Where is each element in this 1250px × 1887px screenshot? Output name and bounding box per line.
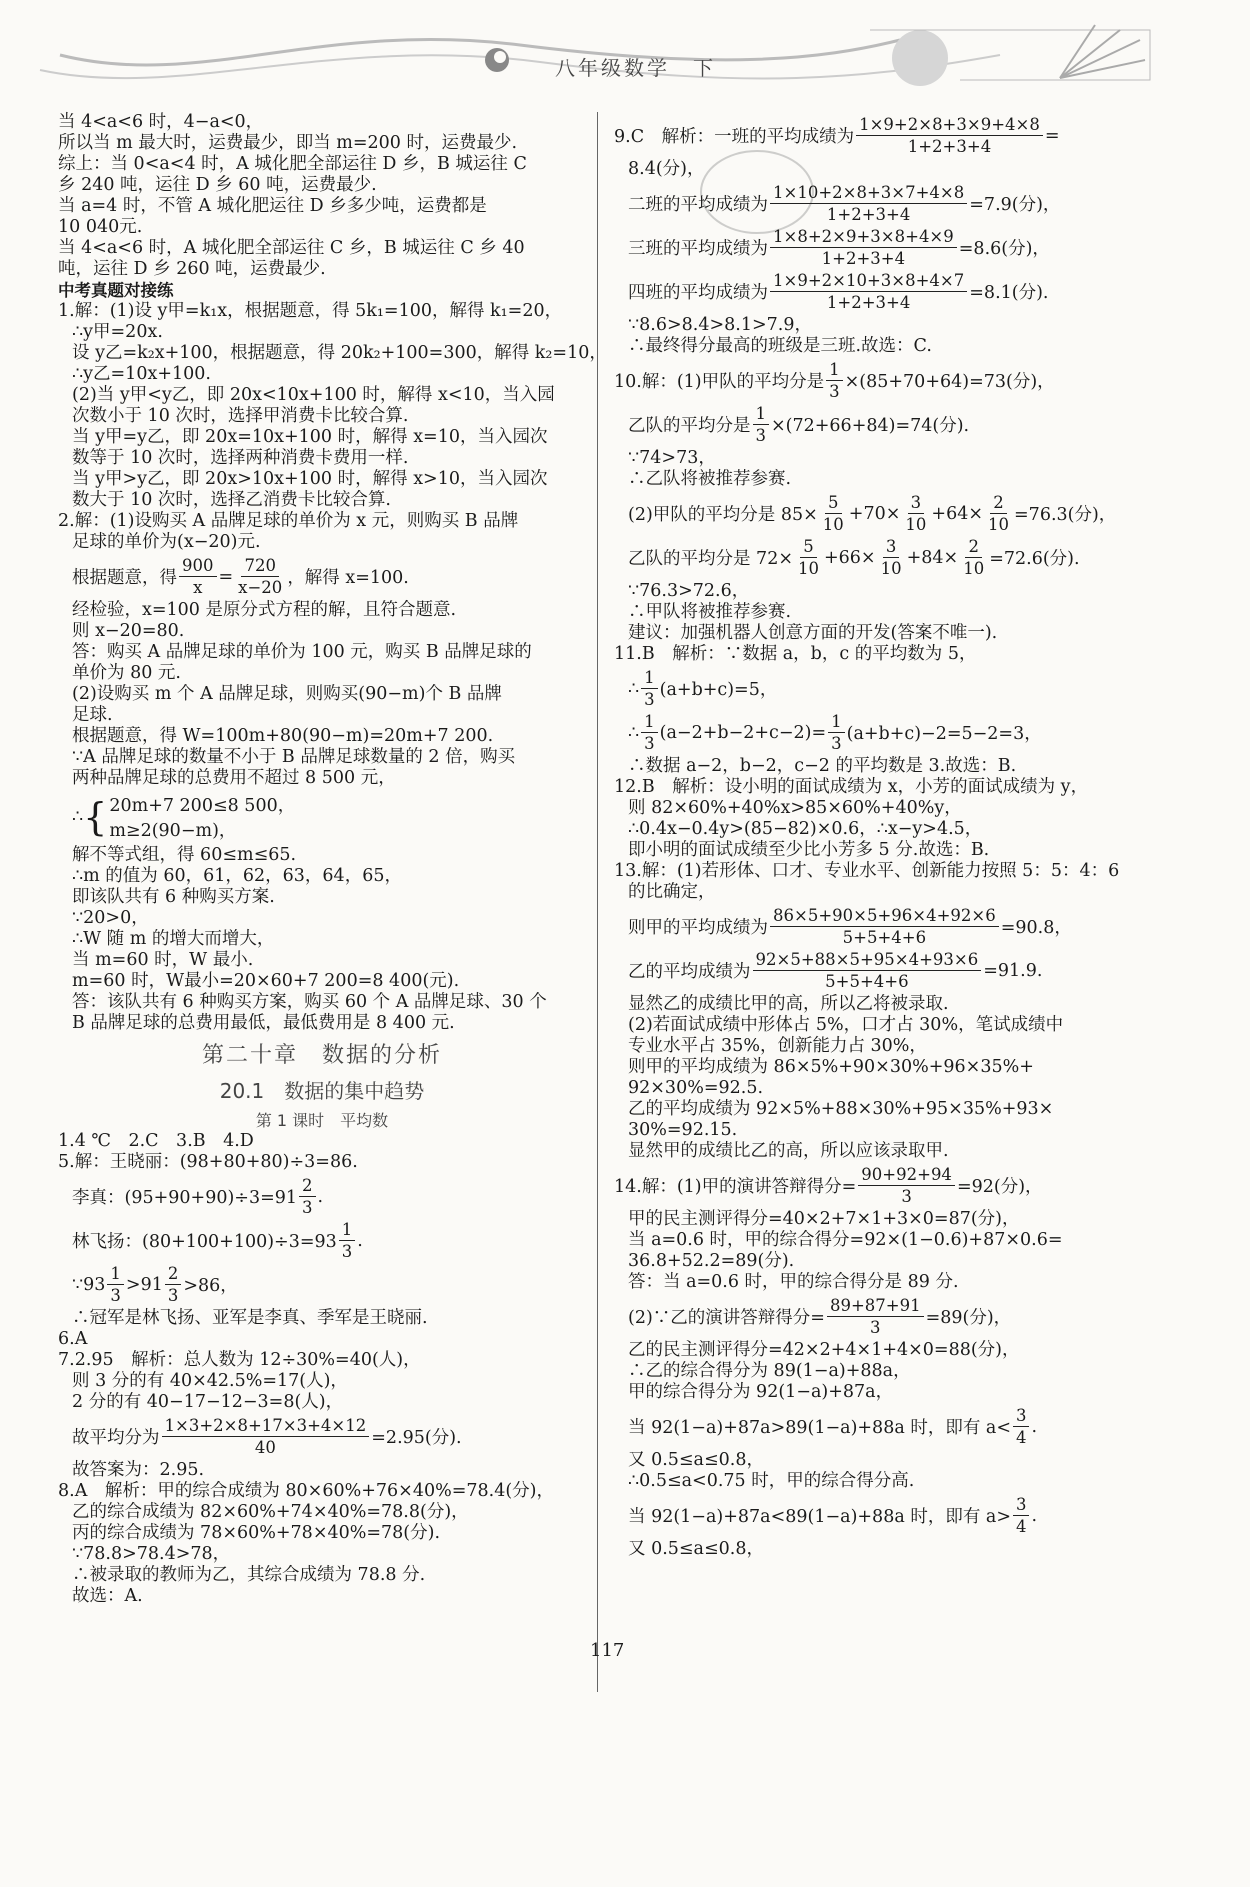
fraction	[107, 1264, 124, 1305]
text-line: 则 82×60%+40%x>85×60%+40%y，	[628, 798, 962, 818]
denominator: 5+5+4+6	[842, 928, 927, 947]
numerator: 3	[1013, 1495, 1030, 1516]
denominator: 3	[870, 1318, 881, 1337]
text-line: ∴y甲=20x.	[72, 322, 163, 342]
text-fragment: ∴	[628, 722, 640, 743]
text-line: 7.2.95 解析：总人数为 12÷30%=40(人)，	[58, 1350, 421, 1370]
text-fragment: .	[1031, 1416, 1038, 1437]
text-line: 当 m=60 时，W 最小.	[72, 950, 254, 970]
text-fragment: =91.9.	[983, 960, 1043, 981]
fraction	[795, 537, 822, 578]
inequality: m≥2(90−m)，	[109, 821, 237, 841]
numerator: 1	[641, 712, 658, 733]
text-line: 足球的单价为(x−20)元.	[72, 532, 261, 552]
denominator: 1+2+3+4	[826, 293, 911, 312]
denominator: 3	[341, 1242, 353, 1261]
text-fragment: 14.解：(1)甲的演讲答辩得分=	[614, 1177, 857, 1197]
fraction	[878, 537, 905, 578]
text-line: ∵78.8>78.4>78，	[72, 1544, 231, 1564]
text-line: 乙的平均成绩为 92×5%+88×30%+95×35%+93×	[628, 1099, 1054, 1119]
text-fragment: >86，	[183, 1276, 238, 1296]
text-line: 2 分的有 40−17−12−3=8(人)，	[72, 1392, 344, 1412]
equation-row	[614, 404, 1154, 445]
numerator: 3	[1013, 1406, 1030, 1427]
equation-row	[614, 1495, 1154, 1536]
text-line: 又 0.5≤a≤0.8，	[628, 1539, 764, 1559]
text-line: ∴甲队将被推荐参赛.	[628, 602, 792, 622]
denominator: 3	[302, 1198, 313, 1217]
text-line: 故答案为：2.95.	[72, 1460, 205, 1480]
fraction	[770, 183, 967, 224]
text-fragment: =90.8，	[1000, 918, 1072, 938]
text-fragment: 则甲的平均成绩为	[628, 918, 768, 938]
text-line: 次数小于 10 次时，选择甲消费卡比较合算.	[72, 406, 409, 426]
fraction	[826, 360, 843, 401]
text-line: ∴乙队将被推荐参赛.	[628, 469, 792, 489]
text-line: 6.A	[58, 1329, 88, 1349]
text-fragment: =2.95(分).	[371, 1428, 462, 1448]
text-line: 13.解：(1)若形体、口才、专业水平、创新能力按照 5：5：4：6	[614, 861, 1120, 881]
numerator: 5	[800, 537, 817, 558]
text-line: ∴数据 a−2，b−2，c−2 的平均数是 3.故选：B.	[628, 756, 1017, 776]
denominator: 40	[254, 1438, 276, 1457]
denominator: 3	[644, 690, 655, 709]
numerator: 1×9+2×8+3×9+4×8	[856, 115, 1043, 136]
text-fragment: 林飞扬：(80+100+100)÷3=93	[72, 1232, 337, 1252]
denominator: 4	[1015, 1517, 1027, 1536]
text-fragment: 乙队的平均分是 72×	[628, 549, 793, 569]
fraction	[162, 1416, 370, 1457]
text-line: 2.解：(1)设购买 A 品牌足球的单价为 x 元，则购买 B 品牌	[58, 511, 519, 531]
numerator: 2	[965, 537, 982, 558]
fraction	[165, 1264, 182, 1305]
text-fragment: .	[357, 1230, 363, 1251]
fraction	[770, 906, 999, 947]
denominator: 3	[167, 1286, 179, 1305]
numerator: 1×9+2×10+3×8+4×7	[770, 271, 967, 292]
equation-row	[58, 556, 586, 597]
numerator: 1	[753, 404, 770, 425]
text-line: (2)若面试成绩中形体占 5%，口才占 30%，笔试成绩中	[628, 1015, 1064, 1035]
denominator: 10	[822, 515, 844, 534]
fraction	[856, 115, 1043, 156]
right-column	[614, 112, 1154, 1560]
text-line: ∵8.6>8.4>8.1>7.9，	[628, 315, 812, 335]
text-fragment: ×(85+70+64)=73(分)，	[844, 372, 1055, 392]
denominator: x−20	[238, 578, 283, 597]
header-decoration	[0, 0, 1250, 100]
inequality: 20m+7 200≤8 500，	[109, 796, 296, 816]
text-line: ∴m 的值为 60，61，62，63，64，65，	[72, 866, 402, 886]
text-line: 即小明的面试成绩至少比小芳多 5 分.故选：B.	[628, 840, 990, 860]
denominator: 3	[831, 734, 842, 753]
text-fragment: 9.C 解析：一班的平均成绩为	[614, 127, 855, 147]
text-line: B 品牌足球的总费用最低，最低费用是 8 400 元.	[72, 1013, 455, 1033]
text-line: ∴乙的综合得分为 89(1−a)+88a，	[628, 1361, 911, 1381]
section-heading: 中考真题对接练	[58, 281, 174, 300]
left-brace-icon: {	[83, 795, 108, 839]
text-fragment: =	[218, 566, 234, 587]
fraction	[985, 493, 1012, 534]
fraction	[179, 556, 217, 597]
text-fragment: ∵93	[72, 1274, 106, 1295]
text-line: 答：该队共有 6 种购买方案，购买 60 个 A 品牌足球、30 个	[72, 992, 547, 1012]
equation-row	[614, 493, 1154, 534]
page-number: 117	[590, 1640, 625, 1661]
text-line: 乙的综合成绩为 82×60%+74×40%=78.8(分)，	[72, 1502, 469, 1522]
text-line: 数等于 10 次时，选择两种消费卡费用一样.	[72, 448, 409, 468]
text-line: 乙的民主测评得分=42×2+4×1+4×0=88(分)，	[628, 1340, 1020, 1360]
text-fragment: 四班的平均成绩为	[628, 283, 768, 303]
text-fragment: =7.9(分)，	[969, 195, 1061, 215]
text-fragment: 三班的平均成绩为	[628, 239, 768, 259]
text-line: (2)当 y甲<y乙，即 20x<10x+100 时，解得 x<10，当入园	[72, 385, 555, 405]
fraction	[828, 712, 845, 753]
denominator: 1+2+3+4	[826, 205, 911, 224]
text-fragment: 李真：(95+90+90)÷3=91	[72, 1188, 298, 1208]
fraction	[960, 537, 987, 578]
equation-row	[614, 1406, 1154, 1447]
text-fragment: ×(72+66+84)=74(分).	[771, 416, 970, 436]
equation-row	[614, 1165, 1154, 1206]
denominator: 10	[880, 559, 902, 578]
text-line: 当 a=0.6 时，甲的综合得分=92×(1−0.6)+87×0.6=	[628, 1230, 1063, 1250]
equation-row	[614, 271, 1154, 312]
fraction	[235, 556, 285, 597]
numerator: 1×8+2×9+3×8+4×9	[770, 227, 957, 248]
text-fragment: +64×	[931, 503, 984, 524]
fraction	[770, 271, 967, 312]
text-fragment: 根据题意，得	[72, 568, 177, 588]
text-line: 则 x−20=80.	[72, 621, 185, 641]
text-line: 10 040元.	[58, 217, 143, 237]
text-line: 92×30%=92.5.	[628, 1078, 764, 1098]
text-line: 显然甲的成绩比乙的高，所以应该录取甲.	[628, 1141, 949, 1161]
denominator: 10	[798, 559, 819, 578]
text-fragment: (2)甲队的平均分是 85×	[628, 505, 818, 525]
fraction	[339, 1220, 356, 1261]
text-fragment: 当 92(1−a)+87a<89(1−a)+88a 时，即有 a>	[628, 1507, 1011, 1527]
text-line: 根据题意，得 W=100m+80(90−m)=20m+7 200.	[72, 726, 494, 746]
text-line: 显然乙的成绩比甲的高，所以乙将被录取.	[628, 994, 949, 1014]
fraction	[858, 1165, 955, 1206]
text-fragment: (a−2+b−2+c−2)=	[659, 722, 827, 743]
fraction	[1013, 1495, 1030, 1536]
denominator: 3	[755, 426, 766, 445]
denominator: 3	[829, 382, 840, 401]
text-fragment: 故平均分为	[72, 1428, 160, 1448]
text-fragment: +70×	[848, 503, 901, 524]
text-fragment: 10.解：(1)甲队的平均分是	[614, 372, 825, 392]
numerator: 3	[908, 493, 925, 514]
text-line: 当 y甲=y乙，即 20x=10x+100 时，解得 x=10，当入园次	[72, 427, 548, 447]
lesson-title: 第 1 课时 平均数	[255, 1111, 389, 1130]
fraction	[827, 1296, 924, 1337]
numerator: 92×5+88×5+95×4+93×6	[753, 950, 982, 971]
section-title: 20.1 数据的集中趋势	[219, 1079, 425, 1103]
numerator: 5	[825, 493, 842, 514]
text-line: 甲的综合得分为 92(1−a)+87a，	[628, 1382, 894, 1402]
text-fragment: >91	[125, 1274, 163, 1295]
denominator: 4	[1015, 1428, 1027, 1447]
denominator: 1+2+3+4	[907, 137, 992, 156]
numerator: 1	[107, 1264, 124, 1285]
text-line: ∴被录取的教师为乙，其综合成绩为 78.8 分.	[72, 1565, 426, 1585]
inequality-system	[58, 792, 586, 842]
equation-row	[58, 1176, 586, 1217]
text-line: 8.4(分)，	[628, 159, 705, 179]
fraction	[641, 668, 658, 709]
text-line: ∴冠军是林飞扬、亚军是李真、季军是王晓丽.	[72, 1308, 428, 1328]
text-fragment: (a+b+c)=5，	[659, 680, 778, 700]
text-line: 11.B 解析：∵数据 a，b，c 的平均数为 5，	[614, 644, 977, 664]
text-fragment: 二班的平均成绩为	[628, 195, 768, 215]
text-fragment: (2)∵乙的演讲答辩得分=	[628, 1308, 825, 1328]
text-line: 30%=92.15.	[628, 1120, 738, 1140]
text-line: ∵A 品牌足球的数量不小于 B 品牌足球数量的 2 倍，购买	[72, 747, 516, 767]
equation-row	[614, 712, 1154, 753]
numerator: 3	[883, 537, 900, 558]
numerator: 1×10+2×8+3×7+4×8	[770, 183, 967, 204]
numerator: 86×5+90×5+96×4+92×6	[770, 906, 999, 927]
equation-row	[58, 1220, 586, 1261]
text-line: ∵20>0，	[72, 908, 149, 928]
text-line: 答：购买 A 品牌足球的单价为 100 元，购买 B 品牌足球的	[72, 642, 532, 662]
numerator: 900	[179, 556, 217, 577]
text-line: ∴0.4x−0.4y>(85−82)×0.6，∴x−y>4.5，	[628, 819, 983, 839]
text-line: 又 0.5≤a≤0.8，	[628, 1450, 764, 1470]
text-line: ∴y乙=10x+100.	[72, 364, 211, 384]
equation-row	[614, 183, 1154, 224]
numerator: 1	[641, 668, 658, 689]
text-fragment: +84×	[906, 547, 959, 568]
text-fragment: +66×	[824, 547, 876, 568]
text-fragment: ∴	[72, 807, 84, 827]
text-line: 当 4<a<6 时，A 城化肥全部运往 C 乡，B 城运往 C 乡 40	[58, 238, 525, 258]
text-fragment: ∴	[628, 678, 640, 699]
text-fragment: =72.6(分).	[989, 549, 1080, 569]
chapter-title: 第二十章 数据的分析	[201, 1043, 442, 1068]
text-fragment: =	[1044, 125, 1060, 146]
text-line: 综上：当 0<a<4 时，A 城化肥全部运往 D 乡，B 城运往 C	[58, 154, 527, 174]
denominator: 5+5+4+6	[825, 972, 909, 991]
text-line: 36.8+52.2=89(分).	[628, 1251, 795, 1271]
numerator: 1	[828, 712, 845, 733]
text-line: ∵76.3>72.6，	[628, 581, 750, 601]
text-line: 当 4<a<6 时，4−a<0，	[58, 112, 264, 132]
text-fragment: =76.3(分)，	[1014, 505, 1117, 525]
numerator: 2	[990, 493, 1007, 514]
text-line: 所以当 m 最大时，运费最少，即当 m=200 时，运费最少.	[58, 133, 518, 153]
denominator: 3	[644, 734, 655, 753]
fraction	[770, 227, 957, 268]
text-line: 经检验，x=100 是原分式方程的解，且符合题意.	[72, 600, 457, 620]
equation-row	[614, 360, 1154, 401]
equation-row	[614, 668, 1154, 709]
text-fragment: 乙队的平均分是	[628, 416, 751, 436]
text-fragment: =8.6(分)，	[958, 239, 1050, 259]
text-line: 故选：A.	[72, 1586, 143, 1606]
text-fragment: 乙的平均成绩为	[628, 962, 751, 982]
text-line: ∵74>73，	[628, 448, 716, 468]
text-line: 乡 240 吨，运往 D 乡 60 吨，运费最少.	[58, 175, 377, 195]
page-header	[0, 0, 1250, 100]
text-line: 单价为 80 元.	[72, 663, 181, 683]
text-line: 12.B 解析：设小明的面试成绩为 x，小芳的面试成绩为 y，	[614, 777, 1089, 797]
text-fragment: .	[317, 1186, 324, 1207]
text-fragment: =8.1(分).	[969, 283, 1049, 303]
text-line: 1.解：(1)设 y甲=k₁x，根据题意，得 5k₁=100，解得 k₁=20，	[58, 301, 563, 321]
left-column	[58, 112, 607, 1607]
text-line: 两种品牌足球的总费用不超过 8 500 元，	[72, 768, 396, 788]
equation-row	[58, 1264, 586, 1305]
text-line: (2)设购买 m 个 A 品牌足球，则购买(90−m)个 B 品牌	[72, 684, 502, 704]
numerator: 89+87+91	[827, 1296, 924, 1317]
numerator: 1	[339, 1220, 356, 1241]
equation-row	[614, 906, 1154, 947]
equation-row	[614, 950, 1154, 991]
denominator: 3	[901, 1187, 912, 1206]
text-line: 吨，运往 D 乡 260 吨，运费最少.	[58, 259, 326, 279]
numerator: 2	[299, 1176, 316, 1197]
denominator: 10	[905, 515, 927, 534]
equation-row	[614, 537, 1154, 578]
equation-row	[614, 227, 1154, 268]
text-line: 则 3 分的有 40×42.5%=17(人)，	[72, 1371, 348, 1391]
text-line: 的比确定，	[628, 882, 716, 902]
text-line: 专业水平占 35%，创新能力占 30%，	[628, 1036, 927, 1056]
header-title: 八年级数学 下	[555, 56, 716, 80]
text-line: 甲的民主测评得分=40×2+7×1+3×0=87(分)，	[628, 1209, 1020, 1229]
text-line: 答：当 a=0.6 时，甲的综合得分是 89 分.	[628, 1272, 959, 1292]
text-line: 8.A 解析：甲的综合成绩为 80×60%+76×40%=78.4(分)，	[58, 1481, 554, 1501]
text-line: 数大于 10 次时，选择乙消费卡比较合算.	[72, 490, 391, 510]
fraction	[299, 1176, 316, 1217]
text-line: 当 y甲>y乙，即 20x>10x+100 时，解得 x>10，当入园次	[72, 469, 548, 489]
text-fragment: ，解得 x=100.	[287, 568, 409, 588]
fraction	[753, 950, 982, 991]
fraction	[641, 712, 658, 753]
numerator: 90+92+94	[858, 1165, 955, 1186]
text-line: 足球.	[72, 705, 113, 725]
numerator: 1	[826, 360, 843, 381]
fraction	[1013, 1406, 1030, 1447]
text-line: ∴最终得分最高的班级是三班.故选：C.	[628, 336, 932, 356]
numerator: 2	[165, 1264, 182, 1285]
text-line: 解不等式组，得 60≤m≤65.	[72, 845, 297, 865]
text-line: ∴W 随 m 的增大而增大，	[72, 929, 275, 949]
text-line: 5.解：王晓丽：(98+80+80)÷3=86.	[58, 1152, 358, 1172]
denominator: 3	[110, 1286, 121, 1305]
denominator: x	[193, 578, 203, 597]
text-line: 即该队共有 6 种购买方案.	[72, 887, 275, 907]
text-fragment: =89(分)，	[925, 1308, 1012, 1328]
equation-row	[58, 1416, 586, 1457]
text-line: 设 y乙=k₂x+100，根据题意，得 20k₂+100=300，解得 k₂=10，	[72, 343, 607, 363]
text-line: 则甲的平均成绩为 86×5%+90×30%+96×35%+	[628, 1057, 1034, 1077]
text-fragment: (a+b+c)−2=5−2=3，	[846, 724, 1042, 744]
brace-group	[83, 792, 295, 842]
text-fragment: 当 92(1−a)+87a>89(1−a)+88a 时，即有 a<	[628, 1418, 1011, 1438]
equation-row	[614, 1296, 1154, 1337]
text-line: 当 a=4 时，不管 A 城化肥运往 D 乡多少吨，运费都是	[58, 196, 487, 216]
numerator: 1×3+2×8+17×3+4×12	[162, 1416, 370, 1437]
numerator: 720	[241, 556, 279, 577]
text-line: 1.4 ℃ 2.C 3.B 4.D	[58, 1131, 254, 1151]
denominator: 1+2+3+4	[821, 249, 906, 268]
text-fragment: =92(分)，	[956, 1177, 1043, 1197]
fraction	[902, 493, 929, 534]
text-line: 丙的综合成绩为 78×60%+78×40%=78(分).	[72, 1523, 441, 1543]
denominator: 10	[988, 515, 1010, 534]
equation-row	[614, 115, 1154, 156]
fraction	[753, 404, 770, 445]
fraction	[820, 493, 847, 534]
text-fragment: .	[1031, 1505, 1038, 1526]
text-line: ∴0.5≤a<0.75 时，甲的综合得分高.	[628, 1471, 915, 1491]
text-line: 建议：加强机器人创意方面的开发(答案不唯一).	[628, 623, 998, 643]
text-line: m=60 时，W最小=20×60+7 200=8 400(元).	[72, 971, 460, 991]
denominator: 10	[963, 559, 985, 578]
